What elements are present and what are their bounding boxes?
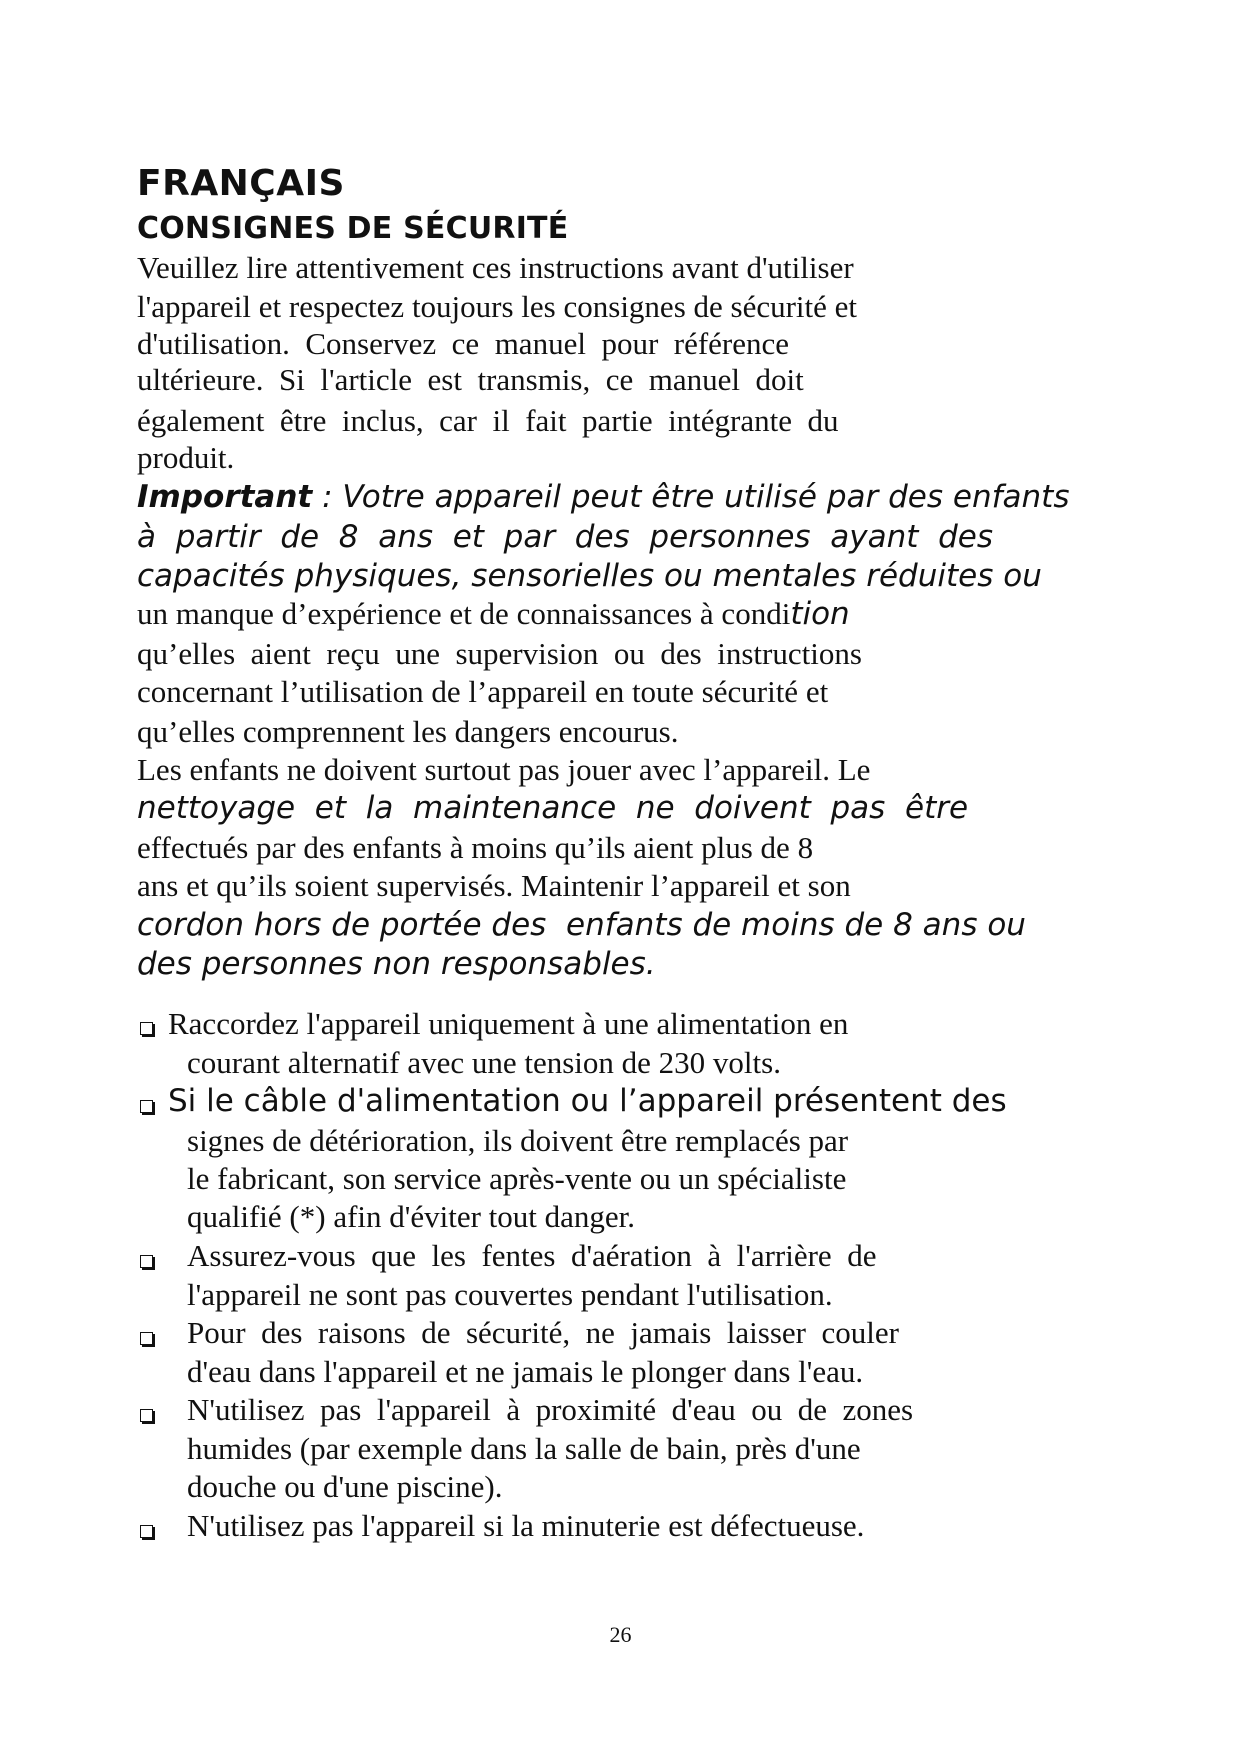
bullet-text: douche ou d'une piscine). [187,1469,503,1504]
intro-line: ultérieure. Si l'article est transmis, ce manuel doit [137,362,804,397]
checkbox-bullet-icon [140,1332,153,1345]
important-line: Les enfants ne doivent surtout pas jouer avec l’appareil. Le [137,752,871,787]
bullet-text: le fabricant, son service après-vente ou un spécialiste [187,1161,847,1196]
intro-line: l'appareil et respectez toujours les consignes de sécurité et [137,289,858,324]
important-line: effectués par des enfants à moins qu’ils aient plus de 8 [137,830,814,865]
important-line: ans et qu’ils soient supervisés. Maintenir l’appareil et son [137,868,851,903]
checkbox-bullet-icon [140,1409,153,1422]
bullet-text: Raccordez l'appareil uniquement à une alimentation en [168,1006,849,1041]
checkbox-bullet-icon [140,1022,153,1035]
language-heading: FRANÇAIS [137,163,345,204]
bullet-text: N'utilisez pas l'appareil si la minuterie est défectueuse. [187,1508,865,1543]
intro-line: produit. [137,440,235,475]
bullet-text: d'eau dans l'appareil et ne jamais le plonger dans l'eau. [187,1354,864,1389]
important-text: tion [790,596,850,632]
bullet-text: signes de détérioration, ils doivent être remplacés par [187,1123,849,1158]
bullet-text: qualifié (*) afin d'éviter tout danger. [187,1199,636,1234]
bullet-text: Pour des raisons de sécurité, ne jamais laisser couler [187,1315,899,1350]
important-line: nettoyage et la maintenance ne doivent pas être [137,790,969,826]
bullet-text: Assurez-vous que les fentes d'aération à l'arrière de [187,1238,877,1273]
important-line [137,479,1069,515]
intro-line: d'utilisation. Conservez ce manuel pour référence [137,326,790,361]
intro-line: également être inclus, car il fait partie intégrante du [137,403,839,438]
important-line: à partir de 8 ans et par des personnes ayant des [137,519,993,555]
bullet-text: Si le câble d'alimentation ou l’appareil présentent des [168,1083,1007,1119]
important-text: Votre appareil peut être utilisé par des enfants [342,479,1070,515]
bullet-text: N'utilisez pas l'appareil à proximité d'eau ou de zones [187,1392,914,1427]
bullet-text: l'appareil ne sont pas couvertes pendant l'utilisation. [187,1277,833,1312]
important-line: des personnes non responsables. [137,946,656,982]
important-text: un manque d’expérience et de connaissances à condi [137,596,791,631]
important-colon: : [312,479,343,515]
checkbox-bullet-icon [140,1255,153,1268]
page-number: 26 [609,1622,632,1647]
important-line: qu’elles comprennent les dangers encourus. [137,714,679,749]
safety-title: CONSIGNES DE SÉCURITÉ [137,211,569,246]
bullet-text: courant alternatif avec une tension de 230 volts. [187,1045,781,1080]
bullet-text: humides (par exemple dans la salle de bain, près d'une [187,1431,861,1466]
intro-line: Veuillez lire attentivement ces instructions avant d'utiliser [137,250,854,285]
important-line: cordon hors de portée des enfants de moins de 8 ans ou [137,907,1026,943]
important-label: Important [137,479,313,515]
important-line: concernant l’utilisation de l’appareil en toute sécurité et [137,674,829,709]
important-line: capacités physiques, sensorielles ou mentales réduites ou [137,558,1042,594]
important-line [137,596,850,632]
checkbox-bullet-icon [140,1100,153,1113]
checkbox-bullet-icon [140,1525,153,1538]
important-line: qu’elles aient reçu une supervision ou des instructions [137,636,862,671]
